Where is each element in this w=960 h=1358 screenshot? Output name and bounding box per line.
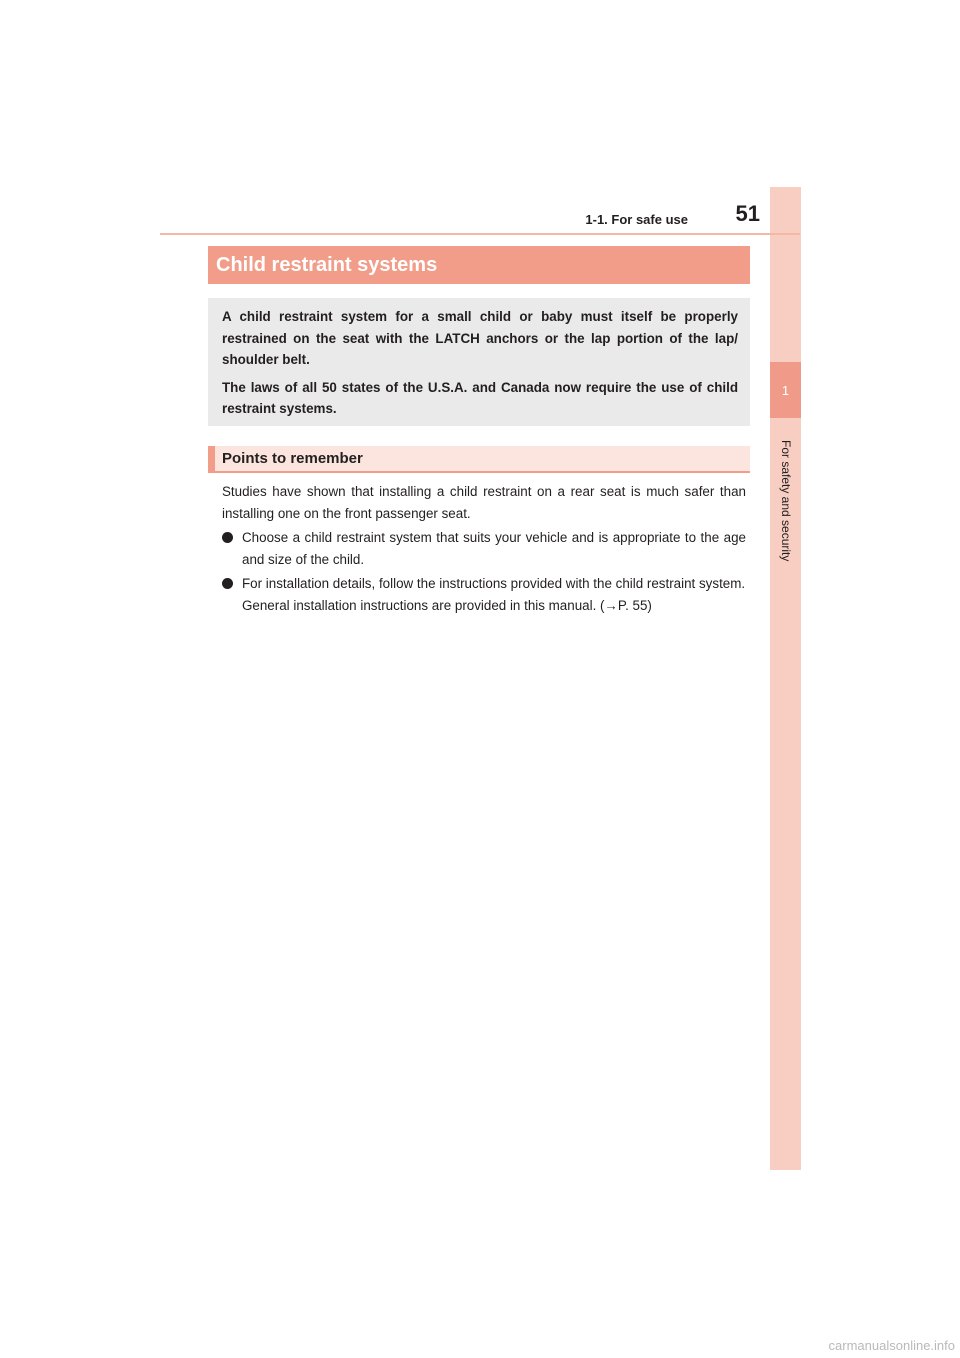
bullet-text: For installation details, follow the instructions provided with the child restraint system.: [242, 576, 746, 591]
side-tab: [770, 187, 801, 1170]
intro-paragraph-1: A child restraint system for a small child or baby must itself be properly restrained on the seat with the LATCH anchors or the lap portion of the lap/ shoulder belt.: [222, 309, 738, 367]
points-heading: Points to remember: [222, 450, 363, 467]
intro-paragraph-2: The laws of all 50 states of the U.S.A. and Canada now require the use of child restraint systems.: [222, 379, 738, 416]
list-item: [222, 527, 746, 571]
page-title: Child restraint systems: [216, 254, 438, 276]
chapter-number: 1: [770, 362, 801, 418]
points-body: [222, 481, 746, 617]
heading-accent: [208, 446, 215, 471]
watermark: carmanualsonline.info: [828, 1338, 955, 1353]
points-heading-bar: [208, 446, 750, 473]
points-lead: Studies have shown that installing a child restraint on a rear seat is much safer than installing one on the front passenger seat.: [222, 484, 746, 521]
bullet-text: Choose a child restraint system that suits your vehicle and is appropriate to the age and size of the child.: [242, 530, 746, 567]
header-divider: [160, 233, 800, 235]
header-section: 1-1. For safe use: [585, 212, 688, 227]
title-bar: [208, 246, 750, 284]
bullet-icon: [222, 578, 233, 589]
list-item: [222, 573, 746, 617]
bullet-icon: [222, 532, 233, 543]
chapter-label: For safety and security: [779, 440, 793, 562]
intro-box: [208, 298, 750, 426]
bullet-text-reference[interactable]: General installation instructions are provided in this manual. (→P. 55): [242, 598, 652, 613]
page-number: 51: [735, 201, 760, 226]
